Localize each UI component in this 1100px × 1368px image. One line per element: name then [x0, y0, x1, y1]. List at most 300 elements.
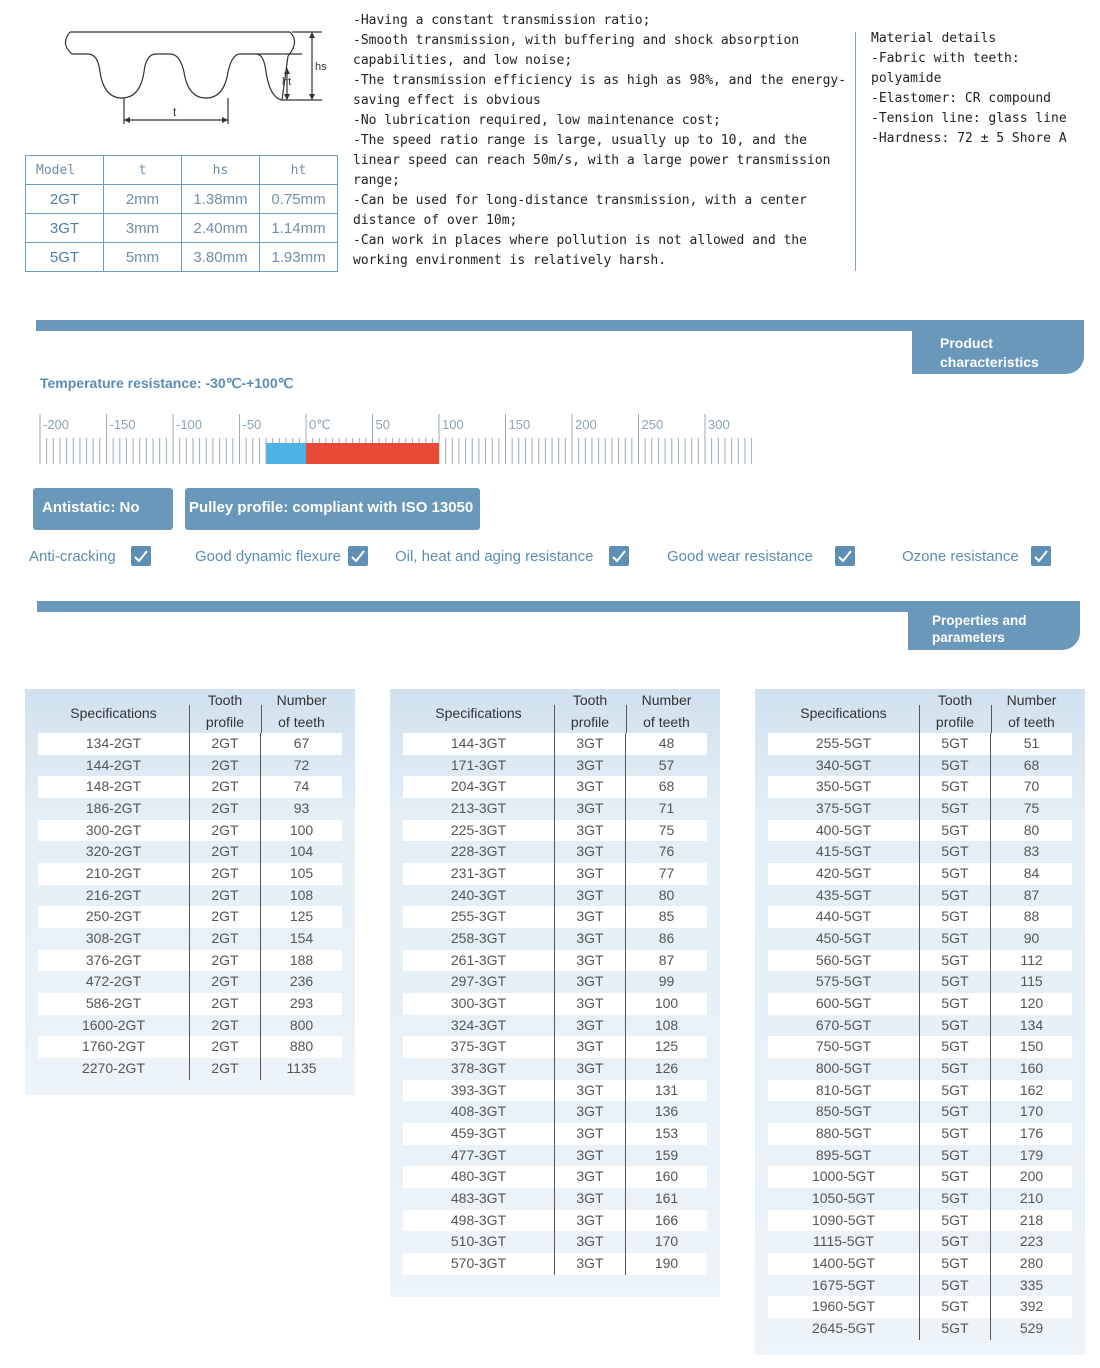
- section-title-characteristics: Product characteristics: [912, 328, 1084, 374]
- cell-specification: 258-3GT: [450, 930, 507, 947]
- spec-table-header: [755, 689, 1085, 733]
- feature-list: [353, 11, 848, 271]
- scale-tick-label: 0℃: [309, 417, 331, 432]
- cell-specification: 2270-2GT: [81, 1060, 146, 1077]
- cell-specification: 300-3GT: [403, 993, 554, 1015]
- cell-ht: 0.75mm: [260, 185, 338, 214]
- table-row: [38, 776, 342, 798]
- cell-specification: 459-3GT: [403, 1123, 554, 1145]
- header-tooth: Tooth: [937, 692, 973, 708]
- table-row: [768, 776, 1072, 798]
- table-row: [38, 863, 342, 885]
- table-row: [403, 993, 707, 1015]
- table-row: [403, 1015, 707, 1037]
- cell-tooth-profile: 3GT: [554, 1015, 626, 1037]
- cell-specification: 2645-5GT: [811, 1320, 876, 1337]
- cell-number-of-teeth: 160: [626, 1166, 707, 1188]
- cell-specification: 600-5GT: [768, 993, 919, 1015]
- cell-specification: 850-5GT: [815, 1103, 872, 1120]
- cell-number-of-teeth: 90: [1023, 930, 1040, 947]
- cell-number-of-teeth: 188: [261, 950, 342, 972]
- cell-tooth-profile: 5GT: [919, 906, 991, 928]
- cell-tooth-profile: 5GT: [919, 863, 991, 885]
- cell-number-of-teeth: 85: [626, 906, 707, 928]
- cell-number-of-teeth: 1135: [286, 1060, 317, 1077]
- cell-tooth-profile: 3GT: [554, 733, 626, 755]
- cell-tooth-profile: 5GT: [919, 1318, 991, 1340]
- cell-number-of-teeth: 153: [626, 1123, 707, 1145]
- table-row: [403, 798, 707, 820]
- cell-number-of-teeth: 68: [1023, 756, 1040, 773]
- scale-tick-label: 300: [708, 417, 730, 432]
- header-divider: [261, 705, 262, 733]
- cell-specification: 408-3GT: [450, 1103, 507, 1120]
- header-number: Number: [276, 692, 327, 708]
- cell-number-of-teeth: 88: [991, 906, 1072, 928]
- cell-number-of-teeth: 160: [1019, 1060, 1044, 1077]
- table-row: [403, 1145, 707, 1167]
- model-row-5gt: [26, 243, 338, 272]
- cell-model: 5GT: [26, 243, 104, 272]
- table-row: [768, 1166, 1072, 1188]
- hs-label: hs: [315, 61, 327, 73]
- feature-item: -The speed ratio range is large, usually up to 10, and the linear speed can reach 50m/s, with a large power transmission range;: [353, 133, 831, 188]
- cell-tooth-profile: 2GT: [189, 928, 261, 950]
- cell-specification: 440-5GT: [768, 906, 919, 928]
- table-row: [768, 841, 1072, 863]
- cell-number-of-teeth: 76: [658, 843, 675, 860]
- feature-item: -No lubrication required, low maintenance cost;: [353, 113, 721, 128]
- property-anti-cracking: [29, 545, 151, 567]
- header-profile: profile: [570, 714, 610, 730]
- spec-table-header: [25, 689, 355, 733]
- cell-tooth-profile: 5GT: [919, 1036, 991, 1058]
- cell-specification: 393-3GT: [403, 1080, 554, 1102]
- table-row: [403, 820, 707, 842]
- cell-specification: 450-5GT: [815, 930, 872, 947]
- scale-tick-label: 150: [508, 417, 531, 432]
- table-row: [768, 1058, 1072, 1080]
- table-row: [768, 1101, 1072, 1123]
- cell-tooth-profile: 3GT: [554, 755, 626, 777]
- table-row: [768, 1231, 1072, 1253]
- header-tooth: Tooth: [207, 692, 243, 708]
- cell-specification: 1115-5GT: [813, 1233, 874, 1250]
- cell-specification: 477-3GT: [450, 1146, 507, 1163]
- cell-hs: 3.80mm: [182, 243, 260, 272]
- cell-tooth-profile: 2GT: [189, 885, 261, 907]
- cell-number-of-teeth: 71: [658, 800, 675, 817]
- table-row: [403, 1123, 707, 1145]
- cell-tooth-profile: 3GT: [554, 863, 626, 885]
- cell-tooth-profile: 3GT: [554, 928, 626, 950]
- cell-number-of-teeth: 99: [658, 973, 675, 990]
- table-row: [403, 1080, 707, 1102]
- cell-number-of-teeth: 161: [654, 1190, 679, 1207]
- cell-tooth-profile: 5GT: [919, 1166, 991, 1188]
- cell-number-of-teeth: 335: [1019, 1276, 1044, 1293]
- table-row: [38, 755, 342, 777]
- cell-hs: 2.40mm: [182, 214, 260, 243]
- property-wear-resistance: [667, 545, 855, 567]
- cell-specification: 250-2GT: [38, 906, 189, 928]
- cell-specification: 375-5GT: [815, 800, 872, 817]
- table-row: [403, 950, 707, 972]
- vertical-divider: [855, 32, 856, 271]
- table-row: [768, 1210, 1072, 1232]
- cell-specification: 186-2GT: [85, 800, 142, 817]
- table-row: [768, 950, 1072, 972]
- header-tooth: Tooth: [572, 692, 608, 708]
- table-row: [768, 993, 1072, 1015]
- table-row: [403, 1231, 707, 1253]
- cell-number-of-teeth: 83: [1023, 843, 1040, 860]
- cell-tooth-profile: 5GT: [919, 950, 991, 972]
- scale-tick-label: 100: [442, 417, 464, 432]
- cell-tooth-profile: 3GT: [554, 1058, 626, 1080]
- property-dynamic-flexure: [195, 545, 368, 567]
- section-title-parameters: Properties and parameters: [908, 608, 1080, 650]
- header-of-teeth: of teeth: [1008, 714, 1055, 730]
- table-row: [768, 885, 1072, 907]
- table-row: [38, 1015, 342, 1037]
- cell-number-of-teeth: 236: [289, 973, 314, 990]
- cell-tooth-profile: 2GT: [189, 841, 261, 863]
- cell-number-of-teeth: 100: [626, 993, 707, 1015]
- table-row: [403, 733, 707, 755]
- cell-tooth-profile: 5GT: [919, 755, 991, 777]
- cell-tooth-profile: 3GT: [554, 971, 626, 993]
- cell-number-of-teeth: 200: [991, 1166, 1072, 1188]
- cell-tooth-profile: 5GT: [919, 1231, 991, 1253]
- cell-tooth-profile: 3GT: [554, 885, 626, 907]
- scale-tick-label: -100: [176, 417, 203, 432]
- feature-item: -Smooth transmission, with buffering and shock absorption capabilities, and low noise;: [353, 33, 800, 68]
- cell-specification: 810-5GT: [768, 1080, 919, 1102]
- cell-tooth-profile: 5GT: [919, 798, 991, 820]
- cell-specification: 586-2GT: [38, 993, 189, 1015]
- header-t: t: [104, 156, 182, 185]
- table-row: [768, 1145, 1072, 1167]
- cell-specification: 376-2GT: [38, 950, 189, 972]
- model-row-3gt: [26, 214, 338, 243]
- temperature-scale: [38, 414, 783, 468]
- material-details: [871, 29, 1096, 149]
- pulley-profile-badge: Pulley profile: compliant with ISO 13050: [185, 488, 480, 530]
- table-row: [768, 1296, 1072, 1318]
- cell-tooth-profile: 2GT: [189, 820, 261, 842]
- cell-number-of-teeth: 800: [289, 1016, 314, 1033]
- cell-specification: 510-3GT: [450, 1233, 507, 1250]
- header-divider: [991, 705, 992, 733]
- cell-number-of-teeth: 74: [261, 776, 342, 798]
- table-row: [38, 841, 342, 863]
- cell-number-of-teeth: 67: [261, 733, 342, 755]
- scale-tick-label: 250: [641, 417, 664, 432]
- cell-specification: 134-2GT: [38, 733, 189, 755]
- cell-number-of-teeth: 170: [654, 1233, 679, 1250]
- cell-number-of-teeth: 87: [626, 950, 707, 972]
- property-label: Good dynamic flexure: [195, 547, 341, 565]
- header-of-teeth: of teeth: [643, 714, 690, 730]
- cell-tooth-profile: 2GT: [189, 906, 261, 928]
- table-row: [38, 1036, 342, 1058]
- cell-specification: 560-5GT: [768, 950, 919, 972]
- temperature-range-hot: [306, 443, 439, 464]
- cell-number-of-teeth: 105: [261, 863, 342, 885]
- table-row: [768, 755, 1072, 777]
- cell-specification: 483-3GT: [450, 1190, 507, 1207]
- cell-number-of-teeth: 126: [654, 1060, 679, 1077]
- cell-tooth-profile: 5GT: [919, 1058, 991, 1080]
- scale-tick-label: 200: [575, 417, 597, 432]
- cell-tooth-profile: 5GT: [919, 1275, 991, 1297]
- table-row: [38, 733, 342, 755]
- cell-tooth-profile: 5GT: [919, 1080, 991, 1102]
- material-title: Material details: [871, 31, 997, 46]
- cell-number-of-teeth: 75: [626, 820, 707, 842]
- table-row: [768, 1080, 1072, 1102]
- cell-number-of-teeth: 176: [991, 1123, 1072, 1145]
- cell-tooth-profile: 3GT: [554, 950, 626, 972]
- table-row: [403, 1166, 707, 1188]
- header-profile: profile: [205, 714, 245, 730]
- cell-tooth-profile: 2GT: [189, 971, 261, 993]
- header-divider: [554, 705, 555, 733]
- cell-tooth-profile: 5GT: [919, 1210, 991, 1232]
- table-row: [38, 950, 342, 972]
- checkmark-icon: [1031, 546, 1051, 566]
- cell-specification: 231-3GT: [403, 863, 554, 885]
- cell-specification: 750-5GT: [768, 1036, 919, 1058]
- cell-number-of-teeth: 72: [293, 756, 310, 773]
- cell-tooth-profile: 3GT: [554, 1080, 626, 1102]
- table-row: [768, 1188, 1072, 1210]
- cell-tooth-profile: 3GT: [554, 993, 626, 1015]
- cell-hs: 1.38mm: [182, 185, 260, 214]
- cell-t: 2mm: [104, 185, 182, 214]
- belt-profile-diagram: [60, 22, 340, 132]
- antistatic-badge: Antistatic: No: [33, 488, 173, 530]
- table-row: [768, 733, 1072, 755]
- cell-tooth-profile: 3GT: [554, 1188, 626, 1210]
- temperature-range-cold: [266, 443, 306, 464]
- cell-number-of-teeth: 154: [289, 930, 314, 947]
- scale-tick-label: -150: [109, 417, 136, 432]
- cell-tooth-profile: 5GT: [919, 885, 991, 907]
- table-row: [38, 993, 342, 1015]
- cell-specification: 300-2GT: [38, 820, 189, 842]
- cell-specification: 297-3GT: [450, 973, 507, 990]
- table-row: [768, 1275, 1072, 1297]
- cell-specification: 1400-5GT: [768, 1253, 919, 1275]
- table-row: [38, 1058, 342, 1080]
- cell-tooth-profile: 5GT: [919, 993, 991, 1015]
- cell-tooth-profile: 2GT: [189, 993, 261, 1015]
- cell-number-of-teeth: 210: [1019, 1190, 1044, 1207]
- cell-number-of-teeth: 223: [1019, 1233, 1044, 1250]
- model-table-header: [26, 156, 338, 185]
- property-oil-heat-aging: [395, 545, 629, 567]
- table-row: [768, 1318, 1072, 1340]
- header-divider: [919, 705, 920, 733]
- cell-number-of-teeth: 131: [626, 1080, 707, 1102]
- material-line: -Fabric with teeth: polyamide: [871, 51, 1020, 86]
- cell-tooth-profile: 5GT: [919, 820, 991, 842]
- cell-tooth-profile: 2GT: [189, 1058, 261, 1080]
- cell-tooth-profile: 5GT: [919, 733, 991, 755]
- cell-number-of-teeth: 80: [658, 886, 675, 903]
- table-row: [768, 971, 1072, 993]
- cell-t: 3mm: [104, 214, 182, 243]
- cell-specification: 575-5GT: [815, 973, 872, 990]
- header-ht: ht: [260, 156, 338, 185]
- table-row: [38, 798, 342, 820]
- material-line: -Elastomer: CR compound: [871, 91, 1052, 106]
- table-row: [403, 776, 707, 798]
- cell-specification: 350-5GT: [768, 776, 919, 798]
- cell-tooth-profile: 5GT: [919, 1188, 991, 1210]
- table-row: [403, 971, 707, 993]
- cell-specification: 670-5GT: [815, 1016, 872, 1033]
- feature-item: -The transmission efficiency is as high as 98%, and the energy-saving effect is obvious: [353, 73, 847, 108]
- cell-specification: 308-2GT: [85, 930, 142, 947]
- cell-number-of-teeth: 159: [654, 1146, 679, 1163]
- cell-specification: 880-5GT: [768, 1123, 919, 1145]
- cell-specification: 1960-5GT: [768, 1296, 919, 1318]
- cell-tooth-profile: 5GT: [919, 1253, 991, 1275]
- feature-item: -Having a constant transmission ratio;: [353, 13, 651, 28]
- cell-number-of-teeth: 108: [289, 886, 314, 903]
- cell-specification: 148-2GT: [38, 776, 189, 798]
- spec-table-header: [390, 689, 720, 733]
- cell-specification: 378-3GT: [450, 1060, 507, 1077]
- cell-number-of-teeth: 392: [991, 1296, 1072, 1318]
- cell-number-of-teeth: 57: [658, 756, 675, 773]
- spec-table-3gt: [390, 689, 720, 1297]
- cell-tooth-profile: 5GT: [919, 1123, 991, 1145]
- cell-model: 3GT: [26, 214, 104, 243]
- cell-number-of-teeth: 77: [626, 863, 707, 885]
- t-label: t: [173, 105, 177, 119]
- property-ozone-resistance: [902, 545, 1051, 567]
- cell-specification: 216-2GT: [85, 886, 142, 903]
- cell-specification: 255-5GT: [768, 733, 919, 755]
- header-number: Number: [641, 692, 692, 708]
- cell-tooth-profile: 2GT: [189, 755, 261, 777]
- table-row: [768, 928, 1072, 950]
- cell-t: 5mm: [104, 243, 182, 272]
- cell-number-of-teeth: 68: [626, 776, 707, 798]
- cell-tooth-profile: 3GT: [554, 1036, 626, 1058]
- cell-specification: 255-3GT: [403, 906, 554, 928]
- table-row: [768, 1036, 1072, 1058]
- table-row: [403, 863, 707, 885]
- cell-number-of-teeth: 125: [626, 1036, 707, 1058]
- cell-number-of-teeth: 48: [626, 733, 707, 755]
- cell-tooth-profile: 3GT: [554, 1101, 626, 1123]
- cell-number-of-teeth: 87: [1023, 886, 1040, 903]
- table-row: [403, 928, 707, 950]
- cell-number-of-teeth: 136: [654, 1103, 679, 1120]
- checkmark-icon: [348, 546, 368, 566]
- cell-tooth-profile: 2GT: [189, 798, 261, 820]
- cell-number-of-teeth: 293: [261, 993, 342, 1015]
- table-row: [403, 1101, 707, 1123]
- spec-rows: [768, 733, 1072, 1340]
- property-label: Good wear resistance: [667, 547, 813, 565]
- header-profile: profile: [935, 714, 975, 730]
- table-row: [768, 1015, 1072, 1037]
- cell-tooth-profile: 3GT: [554, 1253, 626, 1275]
- cell-specification: 228-3GT: [450, 843, 507, 860]
- cell-specification: 225-3GT: [403, 820, 554, 842]
- header-specifications: Specifications: [70, 705, 157, 721]
- cell-number-of-teeth: 162: [991, 1080, 1072, 1102]
- cell-specification: 324-3GT: [450, 1016, 507, 1033]
- header-number: Number: [1006, 692, 1057, 708]
- cell-number-of-teeth: 125: [261, 906, 342, 928]
- cell-number-of-teeth: 190: [626, 1253, 707, 1275]
- cell-tooth-profile: 3GT: [554, 798, 626, 820]
- ht-label: ht: [282, 76, 292, 88]
- header-specifications: Specifications: [800, 705, 887, 721]
- cell-tooth-profile: 3GT: [554, 1231, 626, 1253]
- cell-tooth-profile: 3GT: [554, 1210, 626, 1232]
- cell-number-of-teeth: 84: [991, 863, 1072, 885]
- table-row: [403, 1058, 707, 1080]
- property-label: Oil, heat and aging resistance: [395, 547, 594, 565]
- table-row: [403, 1210, 707, 1232]
- cell-tooth-profile: 3GT: [554, 1145, 626, 1167]
- cell-tooth-profile: 2GT: [189, 1015, 261, 1037]
- table-row: [403, 1188, 707, 1210]
- header-model: Model: [26, 156, 104, 185]
- cell-number-of-teeth: 86: [658, 930, 675, 947]
- checkmark-icon: [131, 546, 151, 566]
- table-row: [403, 1253, 707, 1275]
- cell-specification: 415-5GT: [815, 843, 872, 860]
- cell-specification: 204-3GT: [403, 776, 554, 798]
- table-row: [38, 885, 342, 907]
- cell-tooth-profile: 3GT: [554, 1166, 626, 1188]
- table-row: [403, 1036, 707, 1058]
- checkmark-icon: [609, 546, 629, 566]
- cell-specification: 144-3GT: [403, 733, 554, 755]
- cell-specification: 400-5GT: [768, 820, 919, 842]
- cell-number-of-teeth: 529: [1019, 1320, 1044, 1337]
- cell-tooth-profile: 2GT: [189, 776, 261, 798]
- table-row: [403, 906, 707, 928]
- cell-specification: 472-2GT: [85, 973, 142, 990]
- cell-specification: 340-5GT: [815, 756, 872, 773]
- cell-tooth-profile: 5GT: [919, 971, 991, 993]
- cell-number-of-teeth: 51: [991, 733, 1072, 755]
- cell-tooth-profile: 3GT: [554, 820, 626, 842]
- feature-item: -Can be used for long-distance transmission, with a center distance of over 10m;: [353, 193, 807, 228]
- cell-specification: 1675-5GT: [811, 1276, 876, 1293]
- cell-model: 2GT: [26, 185, 104, 214]
- spec-table-2gt: [25, 689, 355, 1095]
- cell-tooth-profile: 3GT: [554, 841, 626, 863]
- cell-number-of-teeth: 134: [1019, 1016, 1044, 1033]
- table-row: [768, 1253, 1072, 1275]
- cell-tooth-profile: 3GT: [554, 1123, 626, 1145]
- feature-item: -Can work in places where pollution is not allowed and the working environment is relatively harsh.: [353, 233, 807, 268]
- cell-specification: 895-5GT: [815, 1146, 872, 1163]
- cell-specification: 1000-5GT: [768, 1166, 919, 1188]
- cell-tooth-profile: 3GT: [554, 776, 626, 798]
